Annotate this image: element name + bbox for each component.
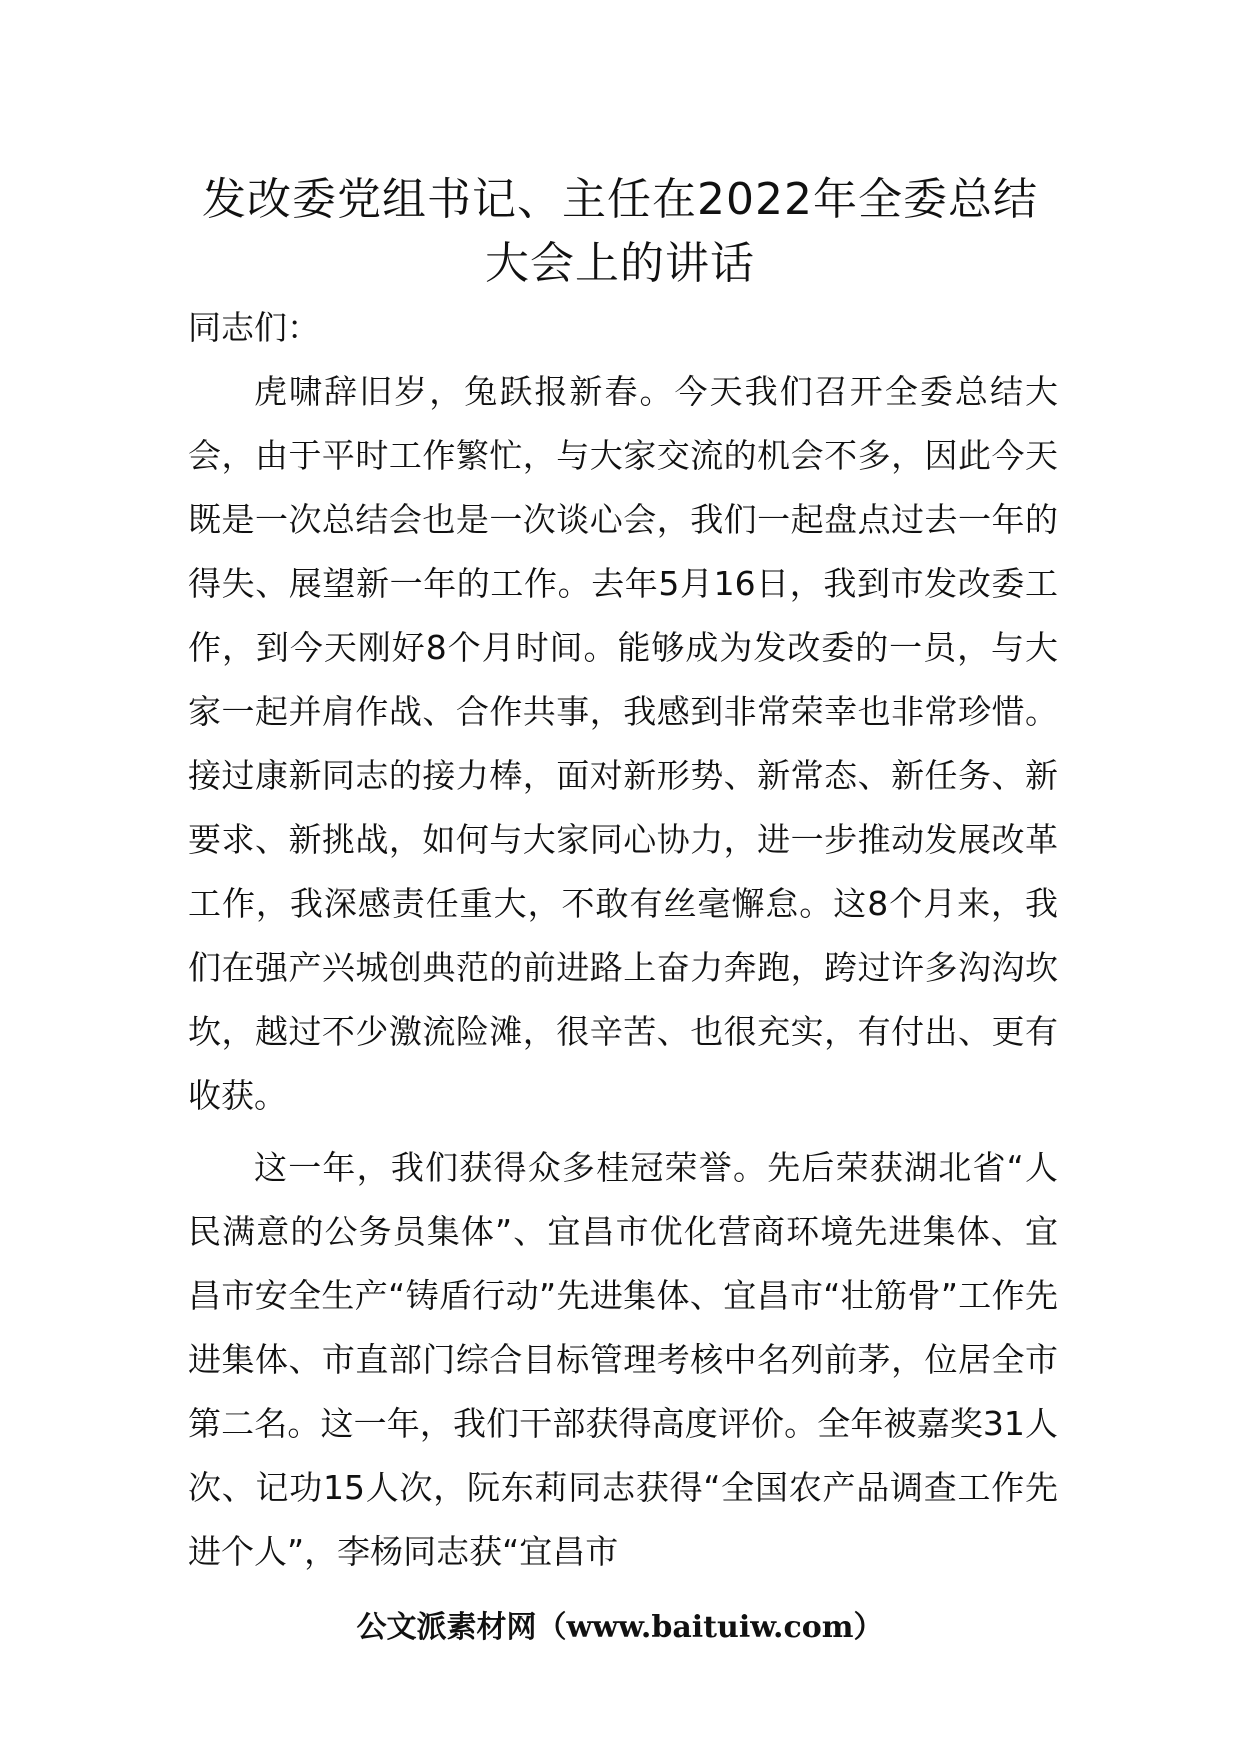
title-line-2: 大会上的讲话 xyxy=(485,238,755,289)
speech-body xyxy=(188,360,1058,1584)
paragraph-2: 这一年，我们获得众多桂冠荣誉。先后荣获湖北省“人民满意的公务员集体”、宜昌市优化营商环境先进集体、宜昌市安全生产“铸盾行动”先进集体、宜昌市“壮筋骨”工作先进集体、市直部门综合目标管理考核中名列前茅，位居全市第二名。这一年，我们干部获得高度评价。全年被嘉奖31人次、记功15人次，阮东莉同志获得“全国农产品调查工作先进个人”，李杨同志获“宜昌市 xyxy=(188,1148,1058,1571)
paragraph-1: 虎啸辞旧岁，兔跃报新春。今天我们召开全委总结大会，由于平时工作繁忙，与大家交流的机会不多，因此今天既是一次总结会也是一次谈心会，我们一起盘点过去一年的得失、展望新一年的工作。去年5月16日，我到市发改委工作，到今天刚好8个月时间。能够成为发改委的一员，与大家一起并肩作战、合作共事，我感到非常荣幸也非常珍惜。接过康新同志的接力棒，面对新形势、新常态、新任务、新要求、新挑战，如何与大家同心协力，进一步推动发展改革工作，我深感责任重大，不敢有丝毫懈怠。这8个月来，我们在强产兴城创典范的前进路上奋力奔跑，跨过许多沟沟坎坎，越过不少激流险滩，很辛苦、也很充实，有付出、更有收获。 xyxy=(188,372,1058,1115)
salutation: 同志们： xyxy=(188,308,320,347)
footer-watermark: 公文派素材网（www.baituiw.com） xyxy=(356,1610,884,1645)
title-line-1: 发改委党组书记、主任在2022年全委总结 xyxy=(202,174,1038,225)
document-title xyxy=(150,168,1090,296)
